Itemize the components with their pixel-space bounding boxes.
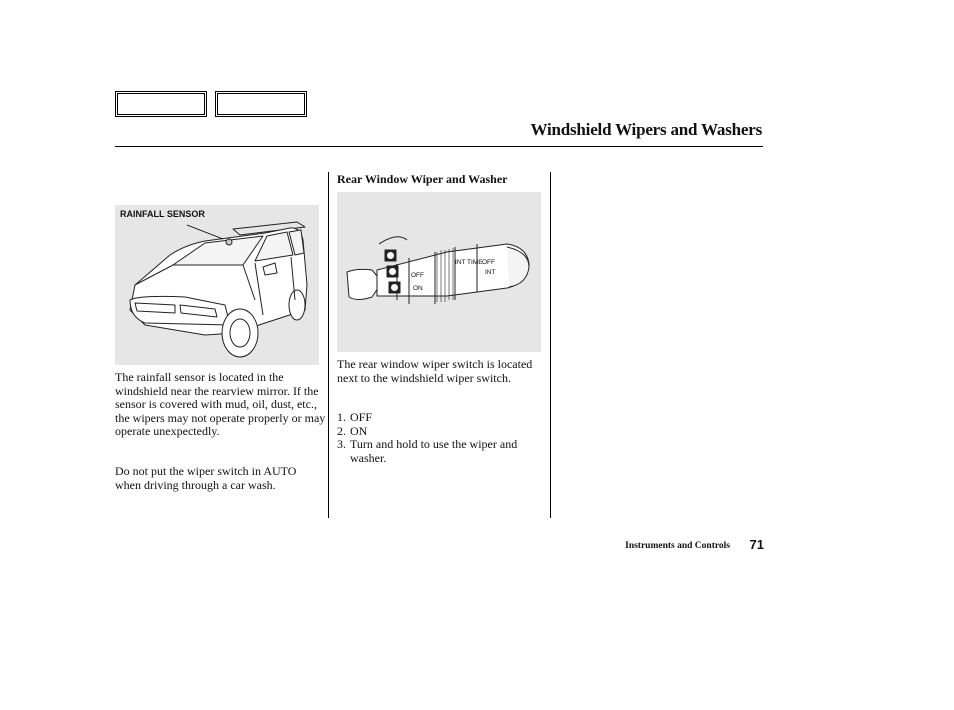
list-item: [337, 438, 537, 465]
rear-wiper-switch-paragraph: The rear window wiper switch is located next to the windshield wiper switch.: [337, 357, 533, 385]
wiper-stalk-illustration: [337, 192, 541, 352]
list-item: [337, 425, 537, 439]
switch-label-off-2: OFF: [482, 259, 495, 266]
car-wash-warning-paragraph: Do not put the wiper switch in AUTO when driving through a car wash.: [115, 464, 297, 492]
list-item-text: Turn and hold to use the wiper and washer.: [350, 437, 518, 465]
list-item-number: 1.: [337, 410, 346, 424]
list-item-number: 3.: [337, 437, 346, 451]
switch-label-off: OFF: [411, 272, 424, 279]
page-title: Windshield Wipers and Washers: [530, 120, 762, 139]
column-divider-1: [328, 172, 329, 518]
list-item: [337, 411, 537, 425]
rainfall-sensor-paragraph: The rainfall sensor is located in the windshield near the rearview mirror. If the sensor is covered with mud, oil, dust, etc., the wipers may not operate properly or may operate unexpectedly.: [115, 370, 326, 438]
column-divider-2: [550, 172, 551, 518]
switch-label-int: INT: [485, 269, 496, 276]
switch-label-on: ON: [413, 285, 423, 292]
section-heading: Rear Window Wiper and Washer: [337, 172, 508, 186]
page-number: 71: [749, 537, 764, 552]
wiper-switch-figure: [337, 192, 541, 352]
footer-section-name: Instruments and Controls: [625, 541, 730, 551]
list-item-number: 2.: [337, 423, 346, 438]
nav-previous-button[interactable]: [115, 91, 207, 117]
list-item-text: ON: [350, 423, 368, 438]
list-item-text: OFF: [350, 410, 373, 424]
rainfall-sensor-figure: [115, 205, 319, 365]
rear-wiper-positions-list: [337, 411, 537, 465]
suv-illustration: [115, 205, 319, 365]
nav-next-button[interactable]: [215, 91, 307, 117]
title-divider: [115, 146, 763, 147]
switch-label-int-time: INT TIME: [455, 259, 483, 266]
figure-label: RAINFALL SENSOR: [120, 209, 205, 219]
